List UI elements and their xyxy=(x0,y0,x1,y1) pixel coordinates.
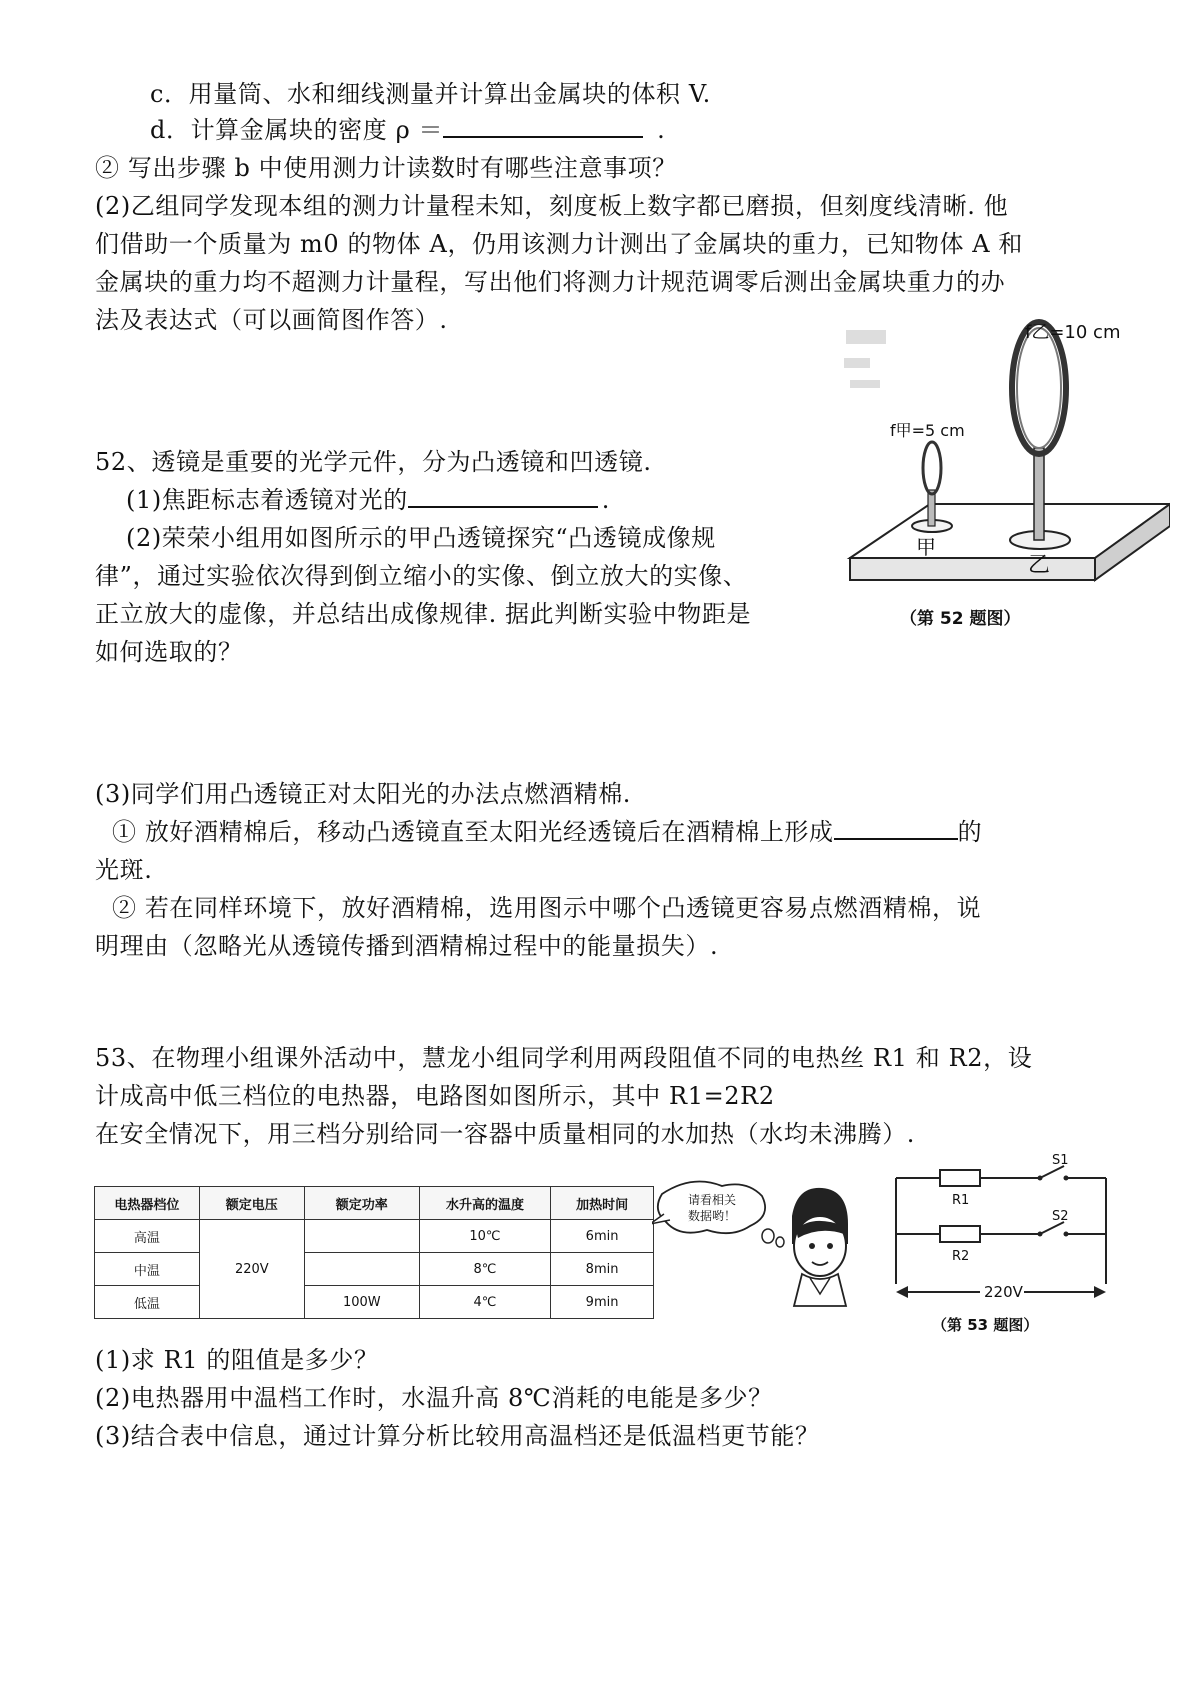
cell-gear: 高温 xyxy=(95,1220,200,1253)
spot-answer-blank[interactable] xyxy=(834,816,958,840)
q52-sub3: (3)同学们用凸透镜正对太阳光的办法点燃酒精棉. xyxy=(95,780,632,808)
q52-sub2-line3: 正立放大的虚像，并总结出成像规律. 据此判断实验中物距是 xyxy=(95,600,752,628)
step-d xyxy=(150,114,665,146)
figure-53-caption: （第 53 题图） xyxy=(932,1316,1039,1334)
q52-sub2-line4: 如何选取的？ xyxy=(95,638,243,666)
speech-line2: 数据哟！ xyxy=(688,1209,737,1223)
cell-temp: 4℃ xyxy=(419,1286,550,1319)
table-row xyxy=(95,1220,654,1253)
q52-sub2-line1: (2)荣荣小组用如图所示的甲凸透镜探究“凸透镜成像规 xyxy=(126,524,716,552)
q52-sub2-line2: 律”，通过实验依次得到倒立缩小的实像、倒立放大的实像、 xyxy=(95,562,748,590)
label-r1: R1 xyxy=(952,1193,970,1208)
cartoon-body xyxy=(794,1274,846,1306)
lens-yi-stem xyxy=(1034,448,1044,540)
question-b-notes: ② 写出步骤 b 中使用测力计读数时有哪些注意事项？ xyxy=(95,154,677,182)
label-f-jia: f甲=5 cm xyxy=(890,421,965,440)
para2-line4: 法及表达式（可以画简图作答）. xyxy=(95,306,448,334)
label-s1: S1 xyxy=(1052,1153,1069,1168)
figure-52-caption: （第 52 题图） xyxy=(900,609,1021,629)
thought-circle xyxy=(776,1237,784,1247)
q53-sub-b: (2)电热器用中温档工作时，水温升高 8℃消耗的电能是多少？ xyxy=(95,1384,773,1412)
q52-title: 52、透镜是重要的光学元件，分为凸透镜和凹透镜. xyxy=(95,448,652,476)
lens-jia-ring xyxy=(923,442,941,494)
cell-power xyxy=(304,1220,419,1253)
cell-temp: 8℃ xyxy=(419,1253,550,1286)
speech-bubble xyxy=(658,1182,765,1234)
scan-noise xyxy=(844,330,886,388)
q53-sub-c: (3)结合表中信息，通过计算分析比较用高温档还是低温档更节能？ xyxy=(95,1422,820,1450)
switch-s1-contact xyxy=(1064,1176,1069,1181)
table-row xyxy=(95,1286,654,1319)
step-c: c．用量筒、水和细线测量并计算出金属块的体积 V. xyxy=(150,80,711,108)
heater-data-table xyxy=(94,1186,654,1319)
header-voltage: 额定电压 xyxy=(199,1187,304,1220)
q52-sub1-text: (1)焦距标志着透镜对光的 xyxy=(126,486,408,514)
step-d-text: d．计算金属块的密度 ρ ＝ xyxy=(150,116,444,144)
para2-line3: 金属块的重力均不超测力计量程，写出他们将测力计规范调零后测出金属块重力的办 xyxy=(95,268,1006,296)
q52-sub1-end: . xyxy=(601,486,611,514)
q52-sub3-c1-line2: 光斑. xyxy=(95,856,153,884)
q53-sub-a: (1)求 R1 的阻值是多少？ xyxy=(95,1346,379,1374)
label-s2: S2 xyxy=(1052,1209,1069,1224)
step-d-end: . xyxy=(657,116,666,144)
cell-power: 100W xyxy=(304,1286,419,1319)
circuit-diagram xyxy=(880,1150,1130,1336)
q53-line3: 在安全情况下，用三档分别给同一容器中质量相同的水加热（水均未沸腾）. xyxy=(95,1120,916,1148)
platform-front xyxy=(850,558,1095,580)
density-answer-blank[interactable] xyxy=(443,114,643,138)
cartoon-figure xyxy=(652,1166,852,1316)
cell-time: 6min xyxy=(551,1220,654,1253)
cell-time: 9min xyxy=(551,1286,654,1319)
q52-sub3-c1 xyxy=(112,816,982,848)
q52-sub1 xyxy=(126,484,610,516)
voltage-arrow-left xyxy=(896,1286,908,1298)
label-yi: 乙 xyxy=(1028,553,1051,578)
speech-line1: 请看相关 xyxy=(688,1193,737,1207)
para2-line1: (2)乙组同学发现本组的测力计量程未知，刻度板上数字都已磨损，但刻度线清晰. 他 xyxy=(95,192,1009,220)
cartoon-eye xyxy=(809,1243,815,1249)
label-r2: R2 xyxy=(952,1249,970,1264)
cell-gear: 低温 xyxy=(95,1286,200,1319)
cell-gear: 中温 xyxy=(95,1253,200,1286)
cell-power xyxy=(304,1253,419,1286)
q53-line2: 计成高中低三档位的电热器，电路图如图所示，其中 R1=2R2 xyxy=(95,1082,775,1110)
q52-sub3-c1-text: ① 放好酒精棉后，移动凸透镜直至太阳光经透镜后在酒精棉上形成 xyxy=(112,818,834,846)
resistor-r1 xyxy=(940,1170,980,1186)
q52-sub3-c1-end: 的 xyxy=(957,818,983,846)
lens-figure xyxy=(840,318,1170,658)
q52-sub3-c2-line2: 明理由（忽略光从透镜传播到酒精棉过程中的能量损失）. xyxy=(95,932,719,960)
cell-time: 8min xyxy=(551,1253,654,1286)
label-jia: 甲 xyxy=(916,535,936,559)
q53-line1: 53、在物理小组课外活动中，慧龙小组同学利用两段阻值不同的电热丝 R1 和 R2，设 xyxy=(95,1044,1033,1072)
header-gear: 电热器档位 xyxy=(95,1187,200,1220)
table-header-row xyxy=(95,1187,654,1220)
voltage-arrow-right xyxy=(1094,1286,1106,1298)
label-voltage: 220V xyxy=(984,1283,1023,1301)
header-heating-time: 加热时间 xyxy=(551,1187,654,1220)
cell-voltage: 220V xyxy=(199,1220,304,1319)
q52-sub3-c2-line1: ② 若在同样环境下，放好酒精棉，选用图示中哪个凸透镜更容易点燃酒精棉，说 xyxy=(112,894,982,922)
focal-answer-blank[interactable] xyxy=(408,484,598,508)
thought-circle xyxy=(762,1229,774,1243)
resistor-r2 xyxy=(940,1226,980,1242)
cell-temp: 10℃ xyxy=(419,1220,550,1253)
lens-yi-ring-inner xyxy=(1017,328,1061,448)
switch-s2-contact xyxy=(1064,1232,1069,1237)
para2-line2: 们借助一个质量为 m0 的物体 A，仍用该测力计测出了金属块的重力，已知物体 A 和 xyxy=(95,230,1024,258)
header-power: 额定功率 xyxy=(304,1187,419,1220)
table-row xyxy=(95,1253,654,1286)
label-f-yi: f乙=10 cm xyxy=(1025,322,1121,343)
cartoon-eye xyxy=(827,1243,833,1249)
header-temp-rise: 水升高的温度 xyxy=(419,1187,550,1220)
